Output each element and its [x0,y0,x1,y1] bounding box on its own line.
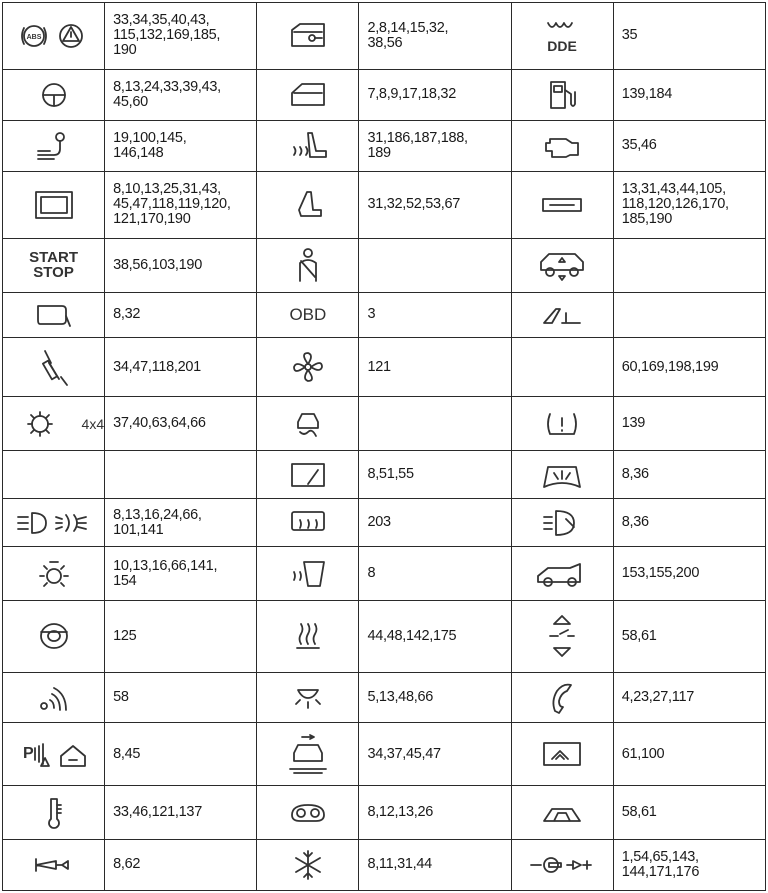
fuse-number-line: 115,132,169,185, [113,27,221,44]
fuse-numbers [105,601,257,672]
door-open-icon [257,3,359,70]
fuse-number-line: 8,36 [621,514,649,531]
table-row [3,451,766,499]
fuse-number-line: 185,190 [621,211,673,228]
fan-icon [257,337,359,397]
rear-defrost-icon [257,499,359,547]
fuse-number-line: 45,47,118,119,120, [113,196,231,213]
fuse-number-line: 190 [113,42,137,59]
fuse-numbers [359,69,511,120]
fuse-numbers [613,723,765,786]
fuse-number-line: 8,32 [113,306,141,323]
fuse-numbers [105,69,257,120]
table-row [3,337,766,397]
tpms-icon [511,397,613,451]
fuse-number-line: 10,13,16,66,141, [113,557,218,574]
fuse-number-line: 101,141 [113,521,164,538]
fuse-numbers [359,499,511,547]
fuse-number-line: 33,46,121,137 [113,804,202,820]
fuse-numbers [613,3,765,70]
fuse-number-line: 58,61 [621,627,657,644]
fuse-number-line: 189 [367,144,391,161]
fuse-number-line: 144,171,176 [621,863,700,880]
fuse-numbers [359,723,511,786]
fuse-numbers [613,337,765,397]
fuse-numbers [105,839,257,890]
vehicle-level-icon [511,238,613,292]
horn-icon [3,839,105,890]
empty-icon [3,451,105,499]
fuse-number-line: 8,11,31,44 [367,856,432,873]
rear-wiper-icon [257,451,359,499]
fuse-numbers [359,451,511,499]
fuse-number-line: 58 [113,689,129,706]
fuse-numbers [359,120,511,171]
tire-pressure-warning-icon [511,292,613,337]
fuse-numbers [613,120,765,171]
park-distance-icon [3,723,105,786]
fuse-numbers [613,171,765,238]
fuse-numbers [359,292,511,337]
fuse-number-line: 34,37,45,47 [367,745,441,762]
fuse-numbers [359,601,511,672]
fuse-numbers [359,171,511,238]
fuse-number-line: 154 [113,572,137,589]
window-up-down-icon [511,601,613,672]
fuse-number-line: 8,36 [621,466,649,483]
fuse-number-line: 35 [621,27,638,44]
fuse-number-line: 146,148 [113,144,164,161]
table-row [3,723,766,786]
sunroof-icon [511,786,613,840]
phone-icon [511,672,613,723]
fuse-number-line: 19,100,145, [113,129,187,146]
four-by-four-label: 4x4 [81,415,105,432]
fuse-numbers [105,3,257,70]
fuse-number-line: 38,56 [367,34,403,51]
tow-hitch-icon [3,120,105,171]
abs-brake-warning-icons [3,3,105,70]
fuse-numbers [105,171,257,238]
fuse-numbers [613,786,765,840]
start-stop-icon [3,238,105,292]
windshield-washer-icon [511,451,613,499]
fuse-numbers [613,839,765,890]
shock-absorber-icon [3,337,105,397]
fuse-numbers [613,499,765,547]
fuse-numbers [613,69,765,120]
fuse-number-line: 8,12,13,26 [367,804,433,820]
radio-unit-icon [511,171,613,238]
fuse-numbers [613,672,765,723]
fuse-number-line: 203 [367,514,391,531]
fuse-number-line: 139,184 [621,86,673,103]
fuse-number-line: 153,155,200 [621,565,700,582]
table-row [3,120,766,171]
fuse-number-line: 8,62 [113,856,141,873]
heater-icon [257,601,359,672]
fuse-number-line: 8,13,16,24,66, [113,506,202,523]
glow-plug-dde-icon [511,3,613,70]
fuse-numbers [359,839,511,890]
fuse-number-line: 34,47,118,201 [113,358,201,375]
fuse-number-line: 35,46 [621,137,657,154]
table-row [3,547,766,601]
fuel-pump-icon [511,69,613,120]
instrument-cluster-icon [257,786,359,840]
fuse-numbers [613,451,765,499]
table-row [3,786,766,840]
temperature-icon [3,786,105,840]
fuse-numbers [613,292,765,337]
fuse-number-line: 8,45 [113,745,141,762]
table-row [3,672,766,723]
svg-text:P: P [22,745,34,763]
heated-seat-icon [257,120,359,171]
fuse-numbers [359,547,511,601]
fuse-number-line: 31,32,52,53,67 [367,196,460,213]
fuse-number-line: 2,8,14,15,32, [367,19,449,36]
fuse-number-line: 31,186,187,188, [367,129,468,146]
dde-label: DDE [547,37,577,54]
steering-wheel-icon [3,69,105,120]
table-row [3,69,766,120]
fuse-numbers [613,238,765,292]
interior-light-icon [257,672,359,723]
fuse-number-line: 4,23,27,117 [621,689,694,706]
table-row [3,499,766,547]
front-defrost-icon [257,547,359,601]
fuse-numbers [105,723,257,786]
start-stop-label: START STOP [29,249,78,282]
exterior-light-icon [3,547,105,601]
fuse-numbers [105,547,257,601]
door-icon [257,69,359,120]
tailgate-icon [511,547,613,601]
table-row [3,292,766,337]
svg-text:ABS: ABS [26,33,41,41]
table-row [3,839,766,890]
fuse-number-line: 38,56,103,190 [113,256,202,273]
fuse-number-line: 3 [367,306,376,323]
table-row [3,601,766,672]
fuse-numbers [359,337,511,397]
fuse-number-line: 45,60 [113,93,148,110]
empty-icon [511,337,613,397]
fuse-numbers [359,786,511,840]
climate-panel-icon [511,723,613,786]
obd-label: OBD [289,304,327,324]
fuse-number-line: 37,40,63,64,66 [113,415,206,432]
fuse-numbers [613,547,765,601]
table-row [3,397,766,451]
table-row [3,171,766,238]
fuse-number-line: 5,13,48,66 [367,689,433,706]
fuse-number-line: 8 [367,565,376,582]
skid-control-icon [257,397,359,451]
side-mirror-icon [3,292,105,337]
fuse-numbers [105,499,257,547]
fuse-reference-table [2,2,766,891]
fuse-number-line: 8,51,55 [367,466,414,483]
fuse-numbers [105,120,257,171]
fuse-number-line: 44,48,142,175 [367,627,457,644]
display-screen-icon [3,171,105,238]
hill-descent-icon [257,723,359,786]
remote-key-icon [3,672,105,723]
fuse-numbers [105,786,257,840]
fuse-number-line: 121 [367,358,391,375]
seatbelt-icon [257,238,359,292]
fuse-number-line: 1,54,65,143, [621,848,699,865]
snowflake-ac-icon [257,839,359,890]
fuse-number-line: 8,13,24,33,39,43, [113,78,221,95]
fuse-numbers [613,397,765,451]
fuse-number-line: 58,61 [621,804,657,820]
fuse-number-line: 61,100 [621,745,665,762]
obd-icon [257,292,359,337]
fuse-number-line: 33,34,35,40,43, [113,12,210,29]
fuse-number-line: 7,8,9,17,18,32 [367,86,456,103]
seat-icon [257,171,359,238]
table-row [3,238,766,292]
fuse-numbers [105,238,257,292]
fuse-numbers [613,601,765,672]
fuse-number-line: 13,31,43,44,105, [621,181,726,198]
fuse-number-line: 121,170,190 [113,211,191,228]
fuse-numbers [105,337,257,397]
fuse-number-line: 8,10,13,25,31,43, [113,181,221,198]
fuse-numbers [359,672,511,723]
four-by-four-icon [3,397,105,451]
fuse-numbers [105,292,257,337]
brake-disc-icon [3,601,105,672]
fuse-number-line: 60,169,198,199 [621,358,719,375]
fuse-numbers [105,672,257,723]
headlight-icon [3,499,105,547]
table-row [3,3,766,70]
fuse-numbers [105,397,257,451]
fuse-numbers [105,451,257,499]
fuse-number-line: 118,120,126,170, [621,196,729,213]
fuse-number-line: 125 [113,627,137,644]
socket-icon [511,839,613,890]
fuse-numbers [359,397,511,451]
fuse-numbers [359,238,511,292]
fuse-numbers [359,3,511,70]
headlight-washer-icon [511,499,613,547]
fuse-number-line: 139 [621,415,646,432]
check-engine-icon [511,120,613,171]
